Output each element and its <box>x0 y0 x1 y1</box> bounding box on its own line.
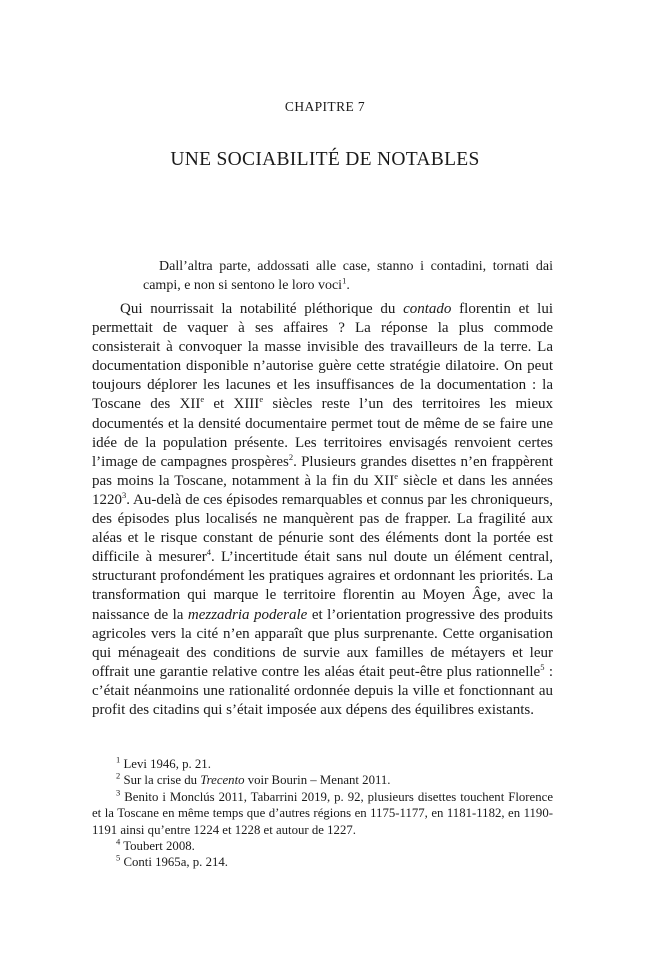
body-text-span: : c’était néanmoins une rationalité ordonnée depuis la ville et fonctionnant au profit des citadins qui s’était imposée aux dépens des équilibres existants. <box>92 663 553 718</box>
italic-term-trecento: Trecento <box>200 773 245 788</box>
body-text-span: siècles reste l’un des territoires les mieux documentés et la densité documentaire permet tout de même de se faire une idée de la population présente. Les territoires envisagés renvoient certes l’image de campagnes prospères <box>92 396 553 470</box>
superscript-e: e <box>259 394 264 405</box>
footnote-ref-3: 3 <box>122 489 127 500</box>
footnotes <box>92 756 553 871</box>
body-paragraph <box>92 300 553 720</box>
body-text-span: Qui nourrissait la notabilité pléthorique du <box>120 301 404 317</box>
footnote-ref-1: 1 <box>342 274 347 285</box>
body-text-span: et l’orientation progressive des produits agricoles vers la cité n’en apparaît que plus surprenante. Cette organisation qui ménageait des conditions de survie aux familles de métayers et leur offrait une garantie relative contre les aléas était peut-être plus rationnelle <box>92 606 553 680</box>
footnote-3 <box>92 789 553 838</box>
epigraph-text: Dall’altra parte, addossati alle case, stanno i contadini, tornati dai campi, e non si sentono le loro voci <box>143 259 553 293</box>
italic-term-mezzadria: mezzadria poderale <box>187 606 308 623</box>
footnote-2 <box>92 772 553 788</box>
chapter-label: CHAPITRE 7 <box>284 99 366 114</box>
body-text-span: . Plusieurs grandes disettes n’en frappèrent pas moins la Toscane, notamment à la fin du XII <box>92 453 553 489</box>
footnote-text: Sur la crise du <box>123 773 201 788</box>
footnote-ref-4: 4 <box>206 547 211 558</box>
epigraph: Dall’altra parte, addossati alle case, stanno i contadini, tornati dai campi, e non si sentono le loro voci$^1$. <box>143 259 553 293</box>
body-text-span: et XIII <box>204 396 260 413</box>
footnote-text: Benito i Monclús 2011, Tabarrini 2019, p. 92, plusieurs disettes touchent Florence et la Toscane en même temps que d’autres régions en 1175-1177, en 1181-1182, en 1190-1191 ainsi qu’entre 1224 et 1228 et autour de 1227. <box>92 789 554 837</box>
footnote-ref-2: 2 <box>288 451 294 462</box>
footnote-4 <box>92 838 553 854</box>
body-text-span: . Au-delà de ces épisodes remarquables et connus par les chroniqueurs, des épisodes plus localisés ne manquèrent pas de frapper. La fragilité aux aléas et le risque constant de pénurie sont des éléments dont la portée est difficile à mesurer <box>92 491 553 566</box>
body-text-span: . L’incertitude était sans nul doute un élément central, structurant profondément les pratiques agraires et ordonnant les priorités. La transformation qui marque le territoire florentin au Moyen Âge, avec la naissance de la <box>92 549 553 623</box>
footnote-number: 4 <box>116 836 121 847</box>
superscript-e: e <box>200 394 205 405</box>
footnote-text: voir Bourin – Menant 2011. <box>244 773 391 788</box>
footnote-1 <box>92 756 553 772</box>
footnote-text: Toubert 2008. <box>123 839 195 854</box>
footnote-ref-5: 5 <box>540 661 545 672</box>
body-text-span: siècle et dans les années 1220 <box>92 472 553 508</box>
superscript-e: e <box>394 470 399 481</box>
footnote-number: 5 <box>116 853 121 864</box>
italic-term-contado: contado <box>403 301 452 317</box>
footnote-number: 2 <box>116 771 121 782</box>
chapter-title: UNE SOCIABILITÉ DE NOTABLES <box>170 149 480 170</box>
footnote-number: 1 <box>116 754 121 765</box>
footnote-number: 3 <box>116 787 121 798</box>
body-text-span: florentin et lui permettait de vaquer à ses affaires ? La réponse la plus commode consisterait à convoquer la masse invisible des travailleurs de la terre. La documentation disponible n’autorise guère cette stratégie dilatoire. On peut toujours déplorer les lacunes et les insuffisances de la documentation : la Toscane des XII <box>92 301 553 413</box>
footnote-text: Levi 1946, p. 21. <box>123 757 211 771</box>
footnote-5 <box>92 854 553 870</box>
footnote-text: Conti 1965a, p. 214. <box>123 855 228 870</box>
